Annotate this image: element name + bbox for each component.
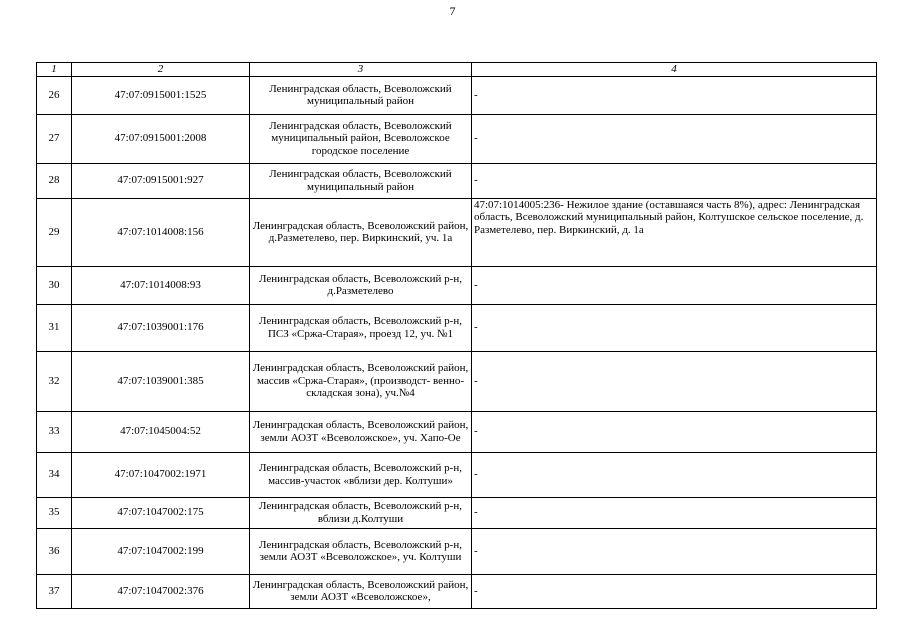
note: - xyxy=(472,163,877,198)
cadastral-number: 47:07:1047002:199 xyxy=(72,528,250,574)
note: - xyxy=(472,76,877,114)
table-row xyxy=(37,304,877,351)
note: 47:07:1014005:236- Нежилое здание (оставшаяся часть 8%), адрес: Ленинградская область, Всеволожский муниципальный район, Колтушское сельское поселение, д. Разметелево, пер. Виркинский, д. 1а xyxy=(472,198,877,266)
cadastral-number: 47:07:0915001:927 xyxy=(72,163,250,198)
row-number: 34 xyxy=(37,452,72,497)
note: - xyxy=(472,351,877,411)
address: Ленинградская область, Всеволожский р-н, д.Разметелево xyxy=(250,266,472,304)
row-number: 31 xyxy=(37,304,72,351)
row-number: 36 xyxy=(37,528,72,574)
page-number: 7 xyxy=(449,4,456,18)
address: Ленинградская область, Всеволожский муниципальный район xyxy=(250,76,472,114)
note: - xyxy=(472,574,877,608)
table-row xyxy=(37,114,877,163)
note: - xyxy=(472,114,877,163)
cadastral-number: 47:07:0915001:1525 xyxy=(72,76,250,114)
row-number: 32 xyxy=(37,351,72,411)
table-row xyxy=(37,528,877,574)
address: Ленинградская область, Всеволожский район, массив «Сржа-Старая», (производст- венно-складская зона), уч.№4 xyxy=(250,351,472,411)
address: Ленинградская область, Всеволожский р-н, ПСЗ «Сржа-Старая», проезд 12, уч. №1 xyxy=(250,304,472,351)
cadastral-number: 47:07:0915001:2008 xyxy=(72,114,250,163)
cadastral-number: 47:07:1047002:376 xyxy=(72,574,250,608)
address: Ленинградская область, Всеволожский муниципальный район, Всеволожское городское поселение xyxy=(250,114,472,163)
row-number: 37 xyxy=(37,574,72,608)
note: - xyxy=(472,528,877,574)
cadastral-table xyxy=(36,62,877,609)
note: - xyxy=(472,411,877,452)
table-header-row xyxy=(37,63,877,77)
note: - xyxy=(472,266,877,304)
row-number: 27 xyxy=(37,114,72,163)
table-row xyxy=(37,163,877,198)
address: Ленинградская область, Всеволожский район, д.Разметелево, пер. Виркинский, уч. 1а xyxy=(250,198,472,266)
table-row xyxy=(37,574,877,608)
row-number: 29 xyxy=(37,198,72,266)
address: Ленинградская область, Всеволожский муниципальный район xyxy=(250,163,472,198)
table-row xyxy=(37,198,877,266)
note: - xyxy=(472,304,877,351)
note: - xyxy=(472,452,877,497)
cadastral-number: 47:07:1047002:175 xyxy=(72,497,250,528)
row-number: 26 xyxy=(37,76,72,114)
table-row xyxy=(37,452,877,497)
table-row xyxy=(37,266,877,304)
address: Ленинградская область, Всеволожский р-н, вблизи д.Колтуши xyxy=(250,497,472,528)
cadastral-number: 47:07:1039001:385 xyxy=(72,351,250,411)
header-col-4: 4 xyxy=(472,63,877,77)
cadastral-number: 47:07:1014008:93 xyxy=(72,266,250,304)
row-number: 28 xyxy=(37,163,72,198)
table-row xyxy=(37,497,877,528)
address: Ленинградская область, Всеволожский район, земли АОЗТ «Всеволожское», уч. Хапо-Ое xyxy=(250,411,472,452)
cadastral-number: 47:07:1045004:52 xyxy=(72,411,250,452)
header-col-3: 3 xyxy=(250,63,472,77)
address: Ленинградская область, Всеволожский р-н, земли АОЗТ «Всеволожское», уч. Колтуши xyxy=(250,528,472,574)
cadastral-number: 47:07:1014008:156 xyxy=(72,198,250,266)
cadastral-number: 47:07:1039001:176 xyxy=(72,304,250,351)
header-col-2: 2 xyxy=(72,63,250,77)
note: - xyxy=(472,497,877,528)
address: Ленинградская область, Всеволожский район, земли АОЗТ «Всеволожское», xyxy=(250,574,472,608)
cadastral-number: 47:07:1047002:1971 xyxy=(72,452,250,497)
table-row xyxy=(37,411,877,452)
row-number: 30 xyxy=(37,266,72,304)
row-number: 35 xyxy=(37,497,72,528)
table-row xyxy=(37,76,877,114)
address: Ленинградская область, Всеволожский р-н, массив-участок «вблизи дер. Колтуши» xyxy=(250,452,472,497)
row-number: 33 xyxy=(37,411,72,452)
table-row xyxy=(37,351,877,411)
header-col-1: 1 xyxy=(37,63,72,77)
